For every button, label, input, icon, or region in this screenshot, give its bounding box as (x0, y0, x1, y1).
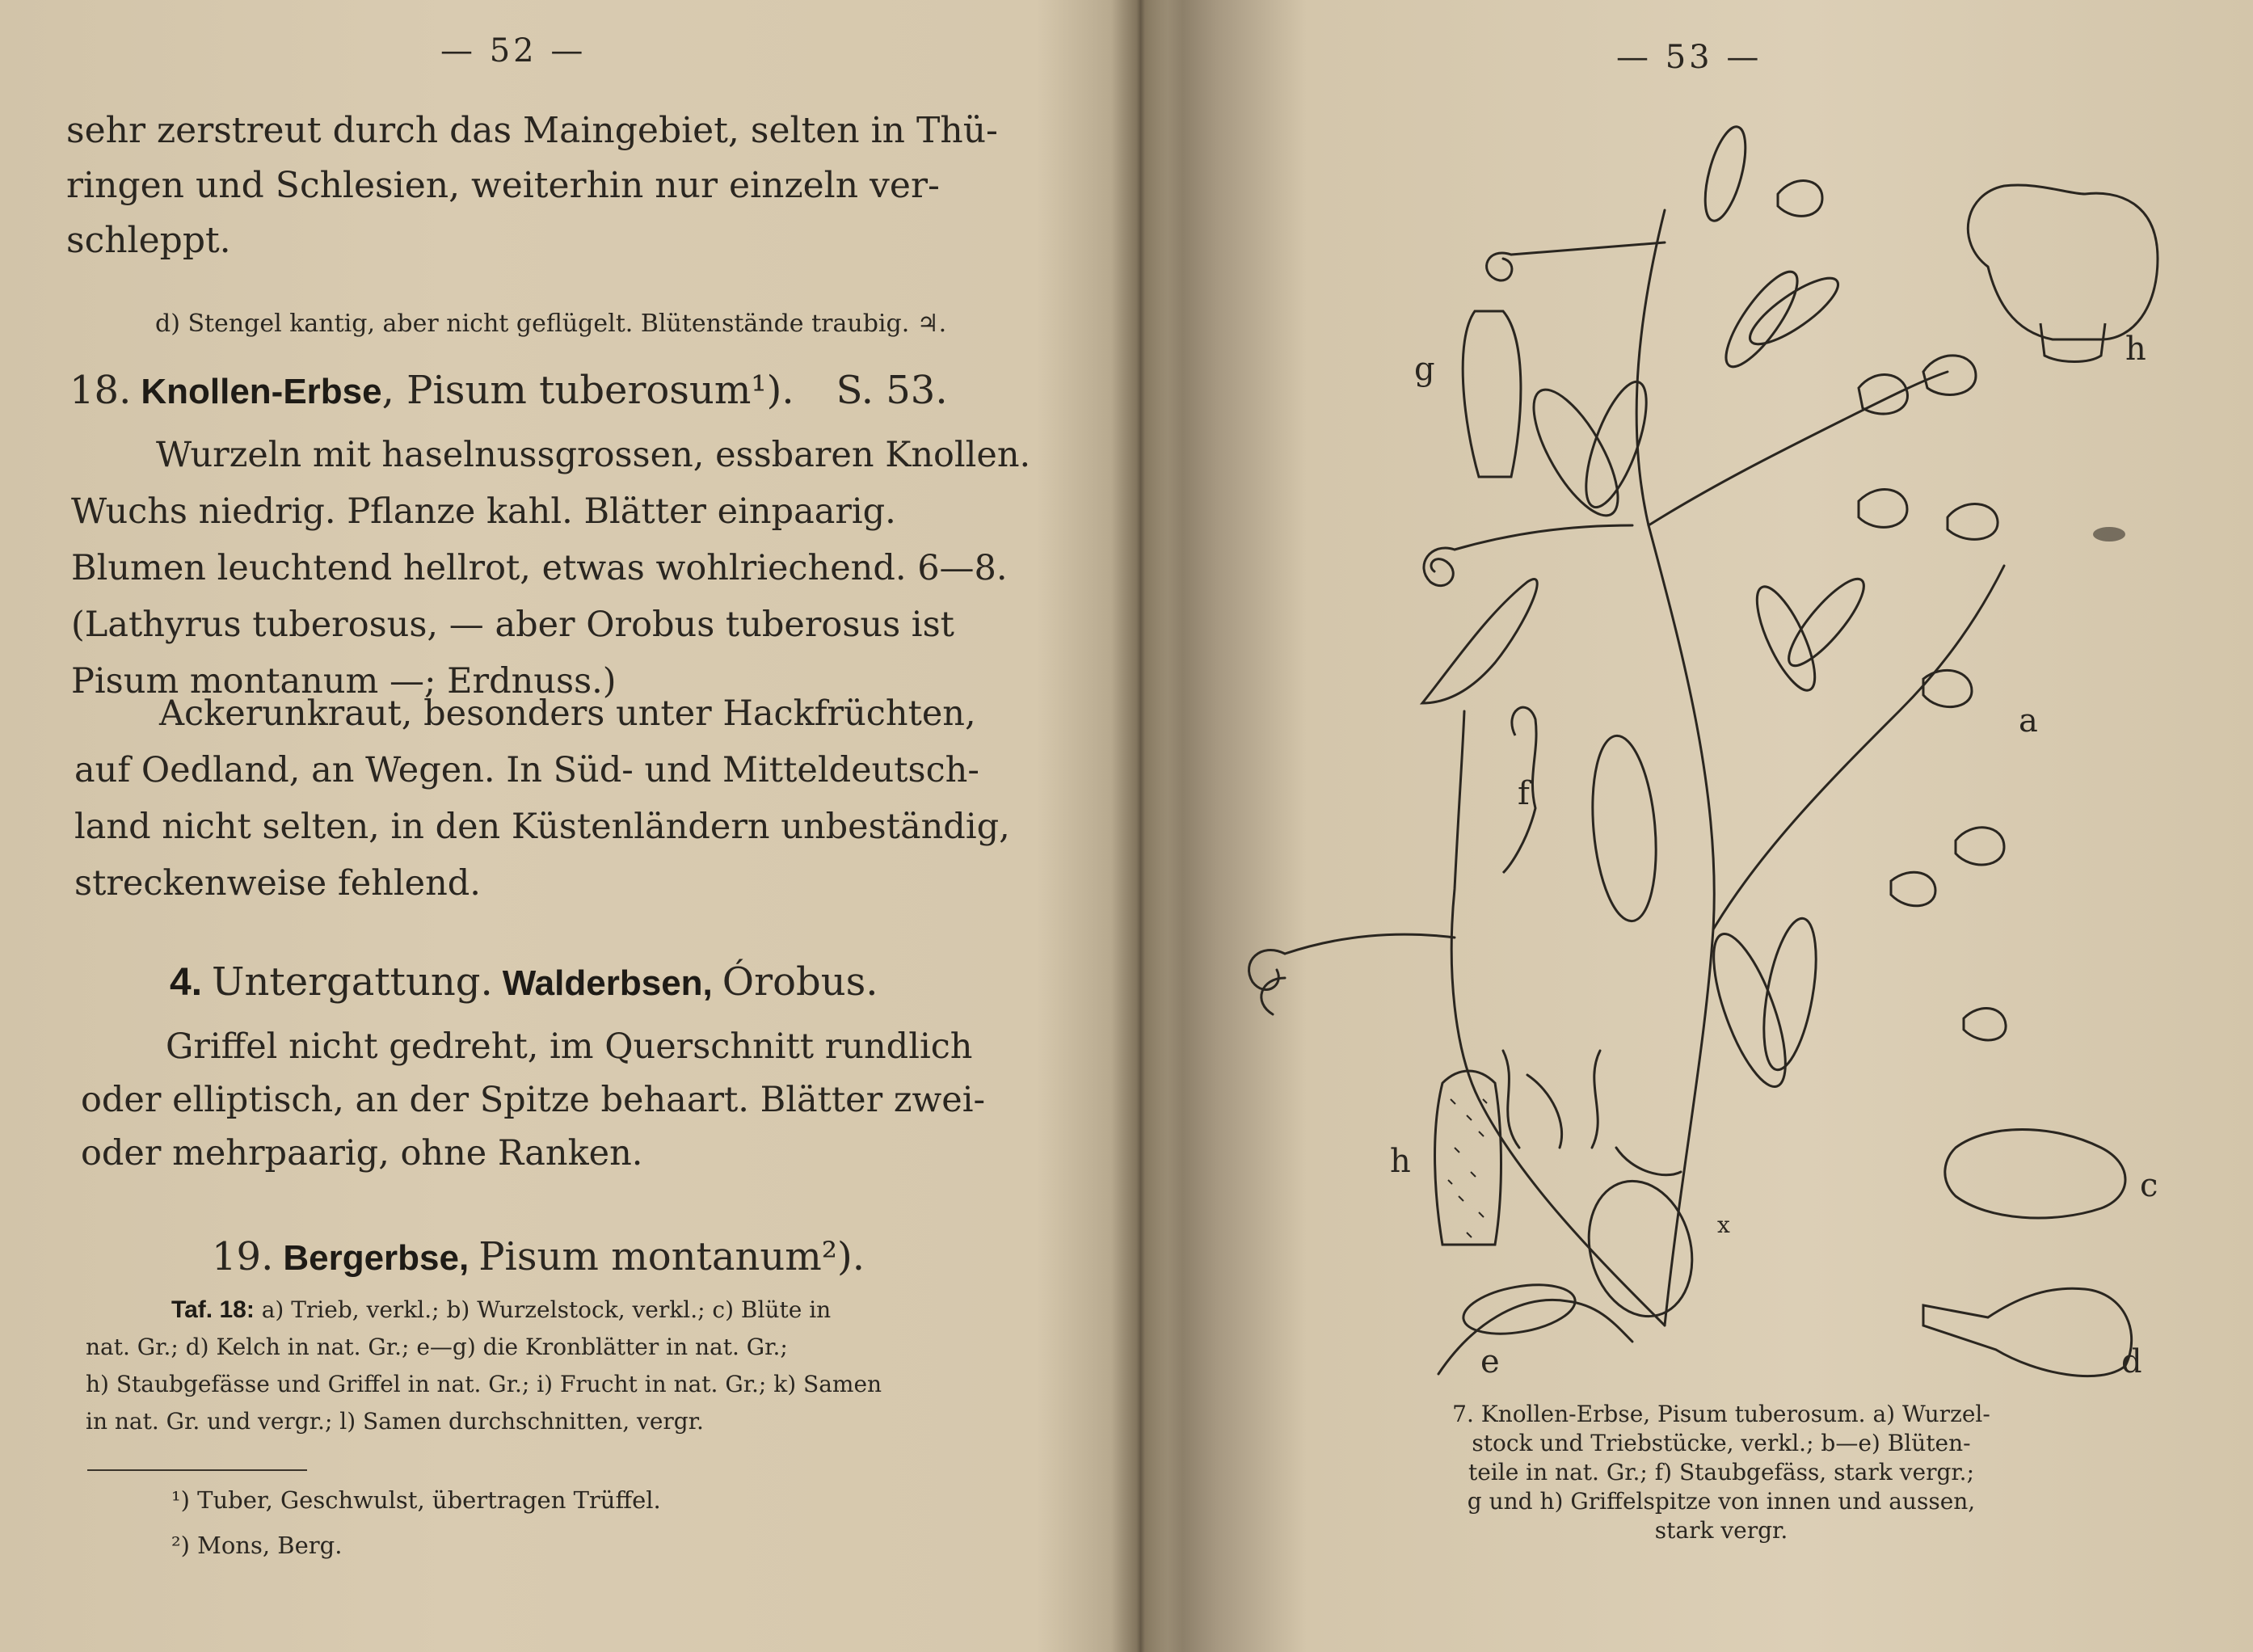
leaf (1697, 123, 1754, 225)
intro-paragraph (66, 103, 998, 268)
plate-label: Taf. 18: (171, 1296, 255, 1323)
figure-label-g: g (1414, 351, 1435, 388)
species-number: 19. (212, 1234, 274, 1279)
root-runner (1438, 1300, 1632, 1374)
species-name: Bergerbse, (283, 1238, 470, 1278)
page-number-53: — 53 — (1616, 39, 1762, 76)
figure-label-c: c (2140, 1167, 2158, 1204)
figure-label-h-left: h (1390, 1143, 1411, 1180)
text-line: oder mehrpaarig, ohne Ranken. (81, 1133, 643, 1174)
footnotes (171, 1477, 661, 1568)
tendril (1487, 253, 1512, 280)
description-paragraph (71, 427, 1030, 710)
figure-label-e: e (1480, 1343, 1500, 1380)
root-tuber (1574, 1169, 1707, 1328)
text-line: Blumen leuchtend hellrot, etwas wohlriechend. 6—8. (71, 548, 1008, 588)
leaf (1779, 570, 1874, 675)
species-19-heading (212, 1228, 865, 1287)
footnote: ¹) Tuber, Geschwulst, übertragen Trüffel. (171, 1486, 661, 1514)
botanical-illustration (1148, 0, 2253, 1390)
text-line: auf Oedland, an Wegen. In Süd- und Mitteldeutsch- (74, 750, 979, 790)
tendril (1424, 548, 1455, 586)
footnote-divider (87, 1469, 307, 1471)
text-line: nat. Gr.; d) Kelch in nat. Gr.; e—g) die Kronblätter in nat. Gr.; (86, 1334, 788, 1360)
detail-h-hairs (1448, 1099, 1487, 1237)
tendril-branch (1455, 525, 1632, 550)
flower (1948, 504, 1998, 540)
subgenus-name: Walderbsen, (502, 963, 713, 1003)
paper-stain (2093, 527, 2125, 542)
species-reference: S. 53. (836, 368, 948, 413)
leaf (1746, 579, 1826, 697)
roots (1503, 1051, 1681, 1175)
species-latin: , Pisum tuberosum¹). (381, 368, 794, 413)
text-line: streckenweise fehlend. (74, 863, 481, 904)
detail-d (1923, 1288, 2132, 1376)
text-line: a) Trieb, verkl.; b) Wurzelstock, verkl.; c) Blüte in (261, 1296, 832, 1323)
text-line: (Lathyrus tuberosus, — aber Orobus tuberosus ist (71, 605, 954, 645)
text-line: Ackerunkraut, besonders unter Hackfrüchten, (159, 693, 976, 734)
text-line: land nicht selten, in den Küstenländern unbeständig, (74, 807, 1010, 847)
subgenus-latin: Órobus. (722, 959, 878, 1005)
caption-line: 7. Knollen-Erbse, Pisum tuberosum. a) Wurzel- (1452, 1401, 1990, 1427)
species-name: Knollen-Erbse (141, 372, 382, 411)
leaf (1699, 926, 1800, 1094)
species-number: 18. (69, 368, 132, 413)
footnote: ²) Mons, Berg. (171, 1532, 343, 1559)
text-line: in nat. Gr. und vergr.; l) Samen durchschnitten, vergr. (86, 1408, 704, 1435)
habitat-paragraph (74, 685, 1010, 912)
side-stem (1713, 566, 2004, 929)
leaf (1518, 378, 1633, 527)
leaf (1741, 268, 1846, 354)
text-line: Pisum montanum —; Erdnuss.) (71, 661, 617, 702)
caption-line: stock und Triebstücke, verkl.; b—e) Blüten- (1472, 1430, 1971, 1456)
text-line: sehr zerstreut durch das Maingebiet, selten in Thü- (66, 110, 998, 151)
flower (1778, 181, 1822, 217)
figure-label-a: a (2019, 702, 2038, 740)
text-line: Wuchs niedrig. Pflanze kahl. Blätter einpaarig. (71, 491, 896, 532)
text-line: h) Staubgefässe und Griffel in nat. Gr.; i) Frucht in nat. Gr.; k) Samen (86, 1371, 882, 1397)
flower (1956, 828, 2004, 865)
caption-line: g und h) Griffelspitze von innen und aussen, (1467, 1488, 1976, 1515)
text-line: Griffel nicht gedreht, im Querschnitt rundlich (166, 1026, 973, 1067)
tendril-branch (1285, 934, 1455, 954)
tendril (1261, 978, 1285, 1014)
figure-label-x: x (1717, 1212, 1730, 1238)
text-line: oder elliptisch, an der Spitze behaart. Blätter zwei- (81, 1080, 986, 1120)
subgenus-number: 4. (170, 961, 203, 1004)
detail-g (1463, 311, 1521, 477)
detail-c (1945, 1130, 2125, 1219)
right-page (1148, 0, 2253, 1652)
leaf (1586, 733, 1663, 924)
flower (1964, 1009, 2006, 1040)
figure-label-h-top: h (2125, 331, 2146, 368)
detail-h-top-petal (1968, 185, 2158, 339)
left-stem (1451, 711, 1665, 1325)
text-line: ringen und Schlesien, weiterhin nur einzeln ver- (66, 165, 940, 206)
page-number-52: — 52 — (440, 32, 587, 70)
detail-h-left (1435, 1071, 1501, 1245)
text-line: Wurzeln mit haselnussgrossen, essbaren Knollen. (156, 435, 1031, 475)
figure-caption (1390, 1400, 2053, 1545)
leaf (1754, 915, 1826, 1074)
plate-description (86, 1292, 882, 1440)
caption-line: stark vergr. (1654, 1517, 1788, 1544)
upper-branch (1649, 372, 1948, 525)
leaf (1574, 375, 1659, 514)
caption-line: teile in nat. Gr.; f) Staubgefäss, stark vergr.; (1468, 1459, 1975, 1486)
flower (1923, 356, 1976, 395)
flower (1891, 872, 1935, 906)
main-stem (1636, 210, 1714, 1325)
subgenus-description (81, 1020, 985, 1180)
figure-label-f: f (1518, 775, 1530, 812)
figure-label-d: d (2121, 1343, 2142, 1380)
species-18-heading (69, 362, 948, 420)
key-line: d) Stengel kantig, aber nicht geflügelt. Blütenstände traubig. ♃. (155, 310, 947, 338)
subgenus-heading (170, 954, 878, 1012)
subgenus-label: Untergattung. (212, 959, 493, 1005)
text-line: schleppt. (66, 220, 231, 261)
flower (1859, 490, 1907, 528)
detail-h-top-base (2040, 323, 2105, 362)
seed-pod (1422, 579, 1537, 703)
tendril-branch (1511, 242, 1665, 255)
species-latin: Pisum montanum²). (478, 1234, 865, 1279)
second-tuber (1459, 1277, 1579, 1341)
